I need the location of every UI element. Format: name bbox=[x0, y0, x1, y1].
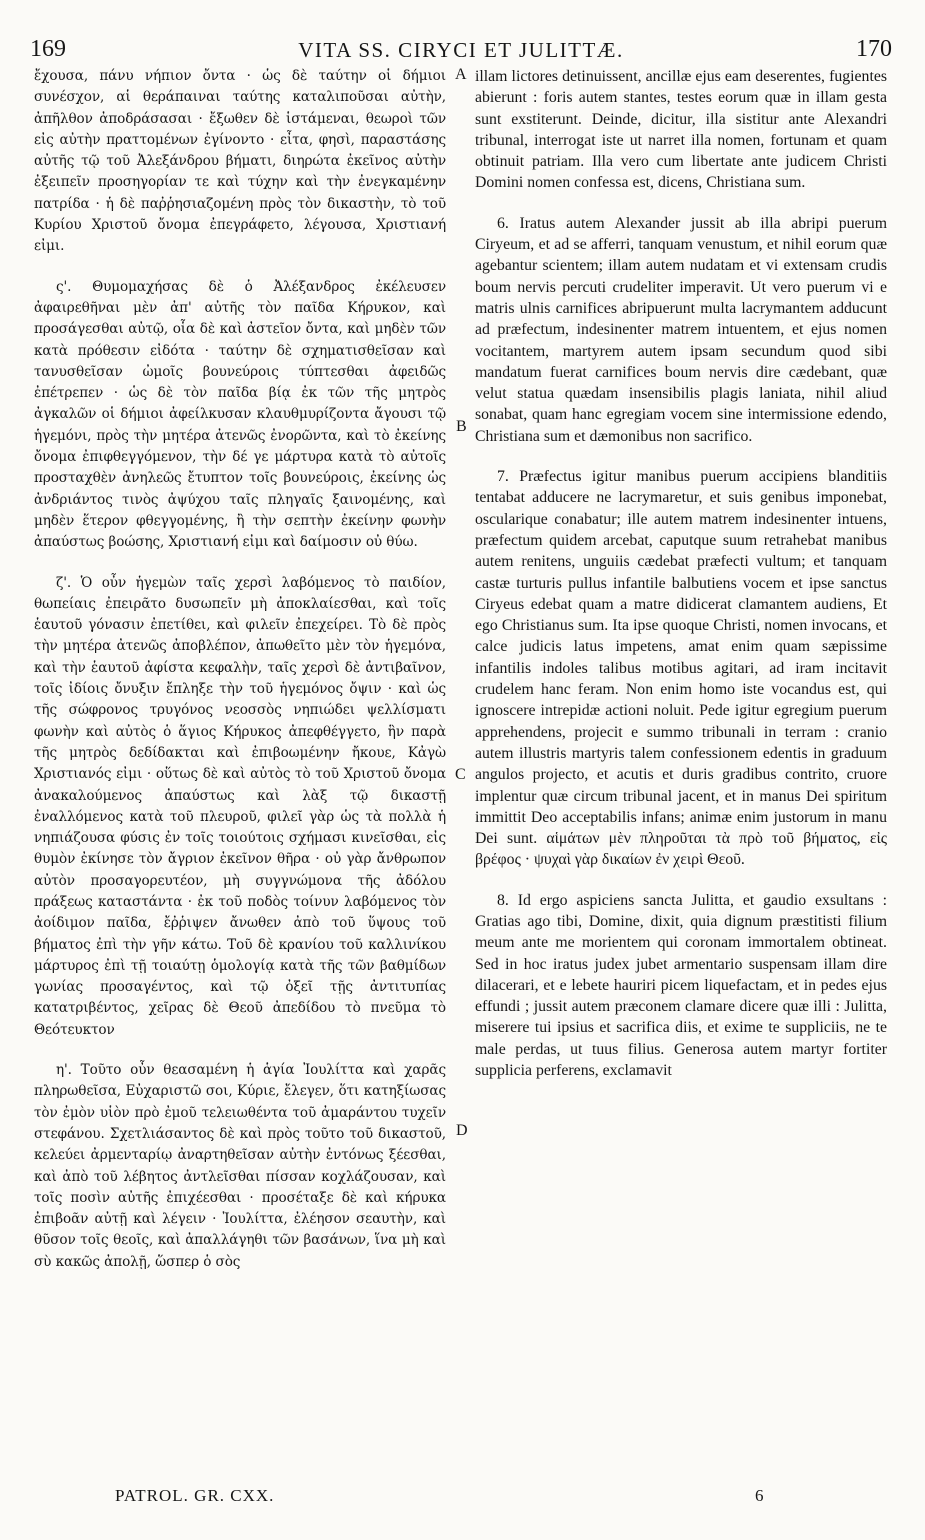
latin-column bbox=[475, 66, 887, 1100]
page-number-right: 170 bbox=[856, 36, 892, 62]
page-footer bbox=[115, 1486, 875, 1510]
greek-paragraph: η'. Τοῦτο οὖν θεασαμένη ἡ ἁγία Ἰουλίττα καὶ χαρᾶς πληρωθεῖσα, Εὐχαριστῶ σοι, Κύριε, ἔλεγεν, ὅτι κατηξίωσας τὸν ἐμὸν υἱὸν πρὸ ἐμοῦ τελειωθέντα τοῦ ἀμαράντου τυχεῖν στεφάνου. Σχετλιάσαντος δὲ καὶ πρὸς τοῦτο τοῦ δικαστοῦ, κελεύει ἀρμενταρίῳ ἀναρτηθεῖσαν αὐτὴν ἐντόνως ξέεσθαι, καὶ ἀπὸ τοῦ λέβητος ἀντλεῖσθαι πίσσαν κοχλάζουσαν, καὶ τοῖς ποσὶν αὐτῆς ἐπιχέεσθαι · προσέταξε δὲ καὶ κήρυκα ἐπιβοᾶν αὐτῇ καὶ λέγειν · Ἰουλίττα, ἐλέησον σεαυτὴν, καὶ θῦσον τοῖς θεοῖς, καὶ ἀπαλλάγηθι τῶν βασάνων, ἵνα μὴ καὶ σὺ κακῶς ἀπολῇ, ὥσπερ ὁ σὸς bbox=[34, 1062, 446, 1270]
running-title: VITA SS. CIRYCI ET JULITTÆ. bbox=[298, 38, 624, 62]
greek-paragraph: ἔχουσα, πάνυ νήπιον ὄντα · ὡς δὲ ταύτην οἱ δήμιοι συνέσχον, αἱ θεράπαιναι ταύτης καταλιποῦσαι αὐτὴν, ἀπῆλθον ἀποδράσασαι · ἔξωθεν δὲ ἱστάμεναι, θεωροὶ τῶν εἰς αὐτὴν πραττομένων ἐγίνοντο · εἶτα, φησὶ, παραστάσης αὐτῆς τῷ τοῦ Ἀλεξάνδρου βήματι, διηρώτα ἐκεῖνος αὐτὴν ἐξειπεῖν προσηγορίαν τε καὶ τύχην καὶ τὴν ἐνεγκαμένην πατρίδα · ἡ δὲ παῤῥησιαζομένη πρὸς τὸν δικαστὴν, τὸ τοῦ Κυρίου Χριστοῦ ὄνομα ἐπεγράφετο, λέγουσα, Χριστιανή εἰμι. bbox=[34, 68, 446, 255]
margin-letter-a: A bbox=[455, 66, 467, 83]
margin-letter-b: B bbox=[456, 418, 467, 435]
latin-paragraph: illam lictores detinuissent, ancillæ ejus eam deserentes, fugientes abierunt : foris autem stantes, testes eorum quæ in illam gesta sunt exstiterunt. Deinde, dicitur, illa sistitur ante Alexandri tribunal, interrogat iste ut narret illa nomen, fortunam et quam obtinuit patriam. Illa vero cum libertate ante judicem Christi Domini nomen confessa est, dicens, Christiana sum. bbox=[475, 68, 887, 192]
latin-paragraph: 7. Præfectus igitur manibus puerum accipiens blanditiis tentabat adducere ne lacrymaretur, et suis genibus imponebat, oscularique conabatur; ille autem matrem indesinenter intuens, præfectum quidem arcebat, caputque suum retrahebat manibus autem renitens, unguiis cædebat præfecti vultum; et tanquam castæ turturis pullus infantile balbutiens vocem et ipse sanctus Ciryeus edebat quam a matre didicerat clamantem audiens, Et ego Christianus sum. Ita ipse quoque Christi, nomen invocans, et calce judicis latus impetens, amat enim quam sæpissime infantilis indoles talibus motibus agitari, ad iram incitavit crudelem hanc feram. Non enim homo iste vocandus est, qui ignoscere intrepidæ actioni noluit. Pede igitur egregium puerum apprehendens, projecit e summo tribunali in terram : cranio autem illustris martyris talem confessionem edentis in graduum angulos projecto, et acutis et duris gradibus contrito, cruore implentur quæ circum tribunal jacent, et in manus Dei spiritum immittit Deo acceptabilis infans; animæ enim justorum in manu Dei sunt. αἱμάτων μὲν πληροῦται τὰ πρὸ τοῦ βήματος, εἰς βρέφος · ψυχαὶ γὰρ δικαίων ἐν χειρὶ Θεοῦ. bbox=[475, 468, 887, 869]
latin-paragraph: 8. Id ergo aspiciens sancta Julitta, et gaudio exsultans : Gratias ago tibi, Domine, dixit, quia dignum præstitisti filium meum ante me morientem qui coronam immortalem obtineat. Sed in hoc iratus judex jubet armentario suspensam illam dire dilacerari, et e lebete hauriri picem liquefactam, et in pedes ejus effundi ; jussit autem præconem clamare dicere quæ illi : Julitta, miserere tui ipsius et sacrifica diis, et exime te suppliciis, ne te male perdas, ut tuus filius. Generosa autem martyr fortiter supplicia perferens, exclamavit bbox=[475, 891, 887, 1080]
greek-column bbox=[34, 66, 446, 1292]
running-header bbox=[30, 36, 892, 66]
page-number-left: 169 bbox=[30, 36, 66, 62]
latin-paragraph: 6. Iratus autem Alexander jussit ab illa abripi puerum Ciryeum, et ad se afferri, tanquam venustum, et nihil eorum quæ agebantur scientem; illam autem nudatam et vi extensam crudis boum nervis percuti crudeliter imperavit. Ut vero puerum vi e matris ulnis carnifices abripuerunt multa lacrymantem adducunt ad præfectum, indesinenter matrem intuentem, et ejus nomen vocitantem, martyrem autem ipsam secundum quod sibi mandatum fuerat carnifices boum nervis dire cædebant, quæ velut statua quædam insensibilis plagis laniata, nihil aliud sonabat, quam hanc egregiam vocem sine intermissione edendo, Christiana sum et dæmonibus non sacrifico. bbox=[475, 214, 887, 445]
greek-paragraph: ζ'. Ὁ οὖν ἡγεμὼν ταῖς χερσὶ λαβόμενος τὸ παιδίον, θωπείαις ἐπειρᾶτο δυσωπεῖν μὴ ἀποκλαίεσθαι, καὶ τοῖς ἑαυτοῦ γόνασιν ἐπετίθει, καὶ φιλεῖν ἐπεχείρει. Τὸ δὲ πρὸς τὴν μητέρα ἀτενῶς ἀποβλέπον, ἀπωθεῖτο μὲν τὸν ἡγεμόνα, καὶ τὴν ἑαυτοῦ ἀφίστα κεφαλὴν, ταῖς χερσὶ δὲ ἀντιβαῖνον, τοῖς ἰδίοις ὄνυξιν ἔπληξε τὴν τοῦ ἡγεμόνος ὄψιν · καὶ ὡς τῆς σώφρονος τρυγόνος νεοσσὸς νηπιώδει ψελλίσματι φωνὴν καὶ αὐτὸς ὁ ἅγιος Κήρυκος ἀπεφθέγγετο, ἣν παρὰ τῆς μητρὸς δεδίδακται καὶ ἐπιβοωμένην ἤκουε, Κἀγὼ Χριστιανός εἰμι · οὕτως δὲ καὶ αὐτὸς τὸ τοῦ Χριστοῦ ὄνομα ἀνακαλούμενος ἀπαύστως καὶ λὰξ τῷ δικαστῇ ἐναλλόμενος κατὰ τοῦ πλευροῦ, φιλεῖ γὰρ ὡς τὰ πολλὰ ἡ νηπιάζουσα φύσις ἐν τοῖς τοιούτοις σχήμασι κινεῖσθαι, εἰς θυμὸν ἐκίνησε τὸν ἄγριον ἐκεῖνον θῆρα · οὐ γὰρ ἄνθρωπον αὐτὸν προσαγορευτέον, μὴ συγγνώμονα τῆς ἀδόλου πράξεως καταστάντα · ἐκ τοῦ ποδὸς τοίνυν λαβόμενος τὸν ἀοίδιμον παῖδα, ἔῤῥιψεν ἄνωθεν ἀπὸ τοῦ ὕψους τοῦ βήματος ἐπὶ τὴν γῆν κάτω. Τοῦ δὲ κρανίου τοῦ καλλινίκου μάρτυρος ἐπὶ τῇ τοιαύτῃ ὁμολογίᾳ κατὰ τῆς τῶν βαθμίδων γωνίας προσαγέντος, καὶ τῷ ὀξεῖ τῇς ἀντιτυπίας κατατριβέντος, χεῖρας δὲ Θεοῦ ἀπεδίδου τὸ πνεῦμα τὸ Θεότευκτον bbox=[34, 574, 446, 1038]
sheet-number: 6 bbox=[755, 1486, 764, 1505]
greek-paragraph: ς'. Θυμομαχήσας δὲ ὁ Ἀλέξανδρος ἐκέλευσεν ἀφαιρεθῆναι μὲν ἀπ' αὐτῆς τὸν παῖδα Κήρυκον, καὶ προσάγεσθαι αὐτῷ, οἷα δὲ καὶ ἀστεῖον ὄντα, καὶ μηδὲν τῶν κατὰ πρόθεσιν εἰδότα · ταύτην δὲ σχηματισθεῖσαν καὶ τανυσθεῖσαν ὠμοῖς βουνεύροις τύπτεσθαι ἀφειδῶς ἐπέτρεπεν · ὡς δὲ τὸν παῖδα βίᾳ ἐκ τῶν τῆς μητρὸς ἀγκαλῶν οἱ δήμιοι ἀφείλκυσαν κλαυθμυρίζοντα ἄγουσι τῷ ἡγεμόνι, πρὸς τὴν μητέρα ἀτενῶς ἐνορῶντα, καὶ τὸ ἐκείνης ὄνομα ἐπιφθεγγόμενον, τὴν δέ γε μάρτυρα κατὰ τὸ αὐτοῖς προσταχθὲν ἀνηλεῶς ἔτυπτον τοῖς βουνεύροις, ἐκείνης ὡς ἀνδριάντος τινὸς ἀψύχου ταῖς πληγαῖς ξαινομένης, καὶ μηδὲν ἕτερον φθεγγομένης, ἢ τὴν σεπτὴν ἐκείνην φωνὴν ἀπαύστως βοώσης, Χριστιανή εἰμι καὶ δαίμοσιν οὐ θύω. bbox=[34, 278, 446, 551]
margin-letter-c: C bbox=[455, 766, 466, 783]
printer-signature: PATROL. GR. CXX. bbox=[115, 1486, 275, 1505]
margin-letter-d: D bbox=[456, 1122, 468, 1139]
